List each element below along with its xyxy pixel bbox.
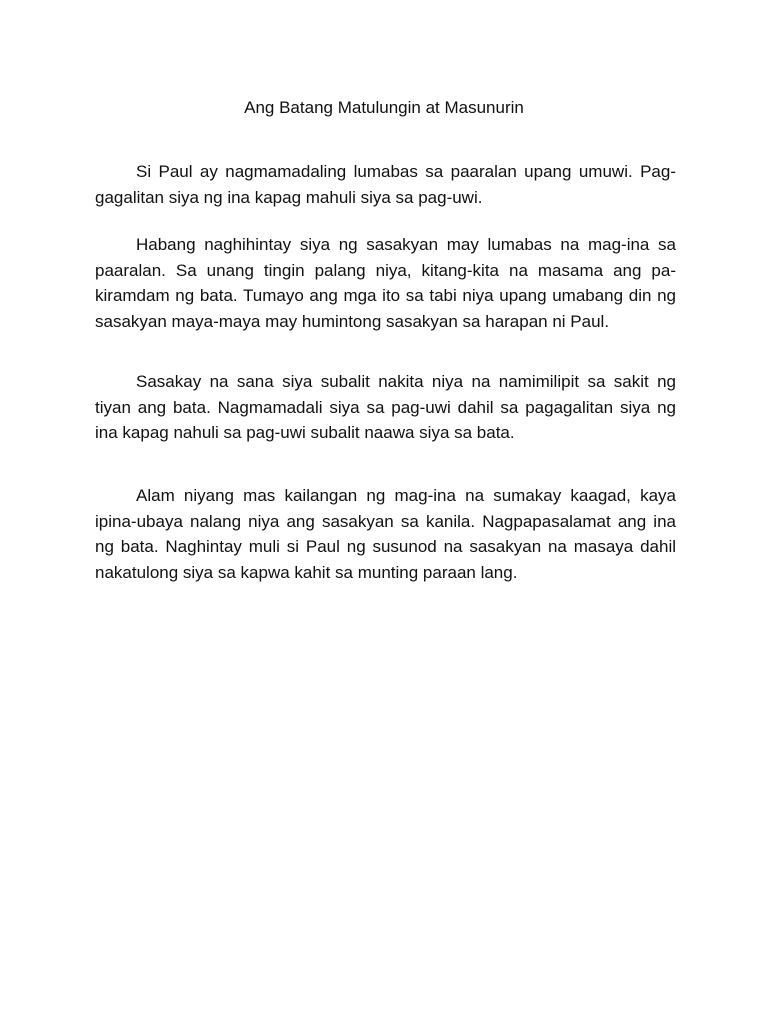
paragraph-1: Si Paul ay nagmamadaling lumabas sa paaralan upang umuwi. Pag-gagalitan siya ng ina kapag mahuli siya sa pag-uwi. [95,162,676,207]
paragraph-2: Habang naghihintay siya ng sasakyan may lumabas na mag-ina sa paaralan. Sa unang tingin palang niya, kitang-kita na masama ang pa-kiramdam ng bata. Tumayo ang mga ito sa tabi niya upang umabang din ng sasakyan maya-maya may humintong sasakyan sa harapan ni Paul. [95,235,676,331]
paragraph-4: Alam niyang mas kailangan ng mag-ina na sumakay kaagad, kaya ipina-ubaya nalang niya ang sasakyan sa kanila. Nagpapasalamat ang ina ng bata. Naghintay muli si Paul ng susunod na sasakyan na masaya dahil nakatulong siya sa kapwa kahit sa munting paraan lang. [95,486,676,582]
paragraph-3: Sasakay na sana siya subalit nakita niya na namimilipit sa sakit ng tiyan ang bata. Nagmamadali siya sa pag-uwi dahil sa pagagalitan siya ng ina kapag nahuli sa pag-uwi subalit naawa siya sa bata. [95,372,676,443]
document-title: Ang Batang Matulungin at Masunurin [244,98,524,117]
